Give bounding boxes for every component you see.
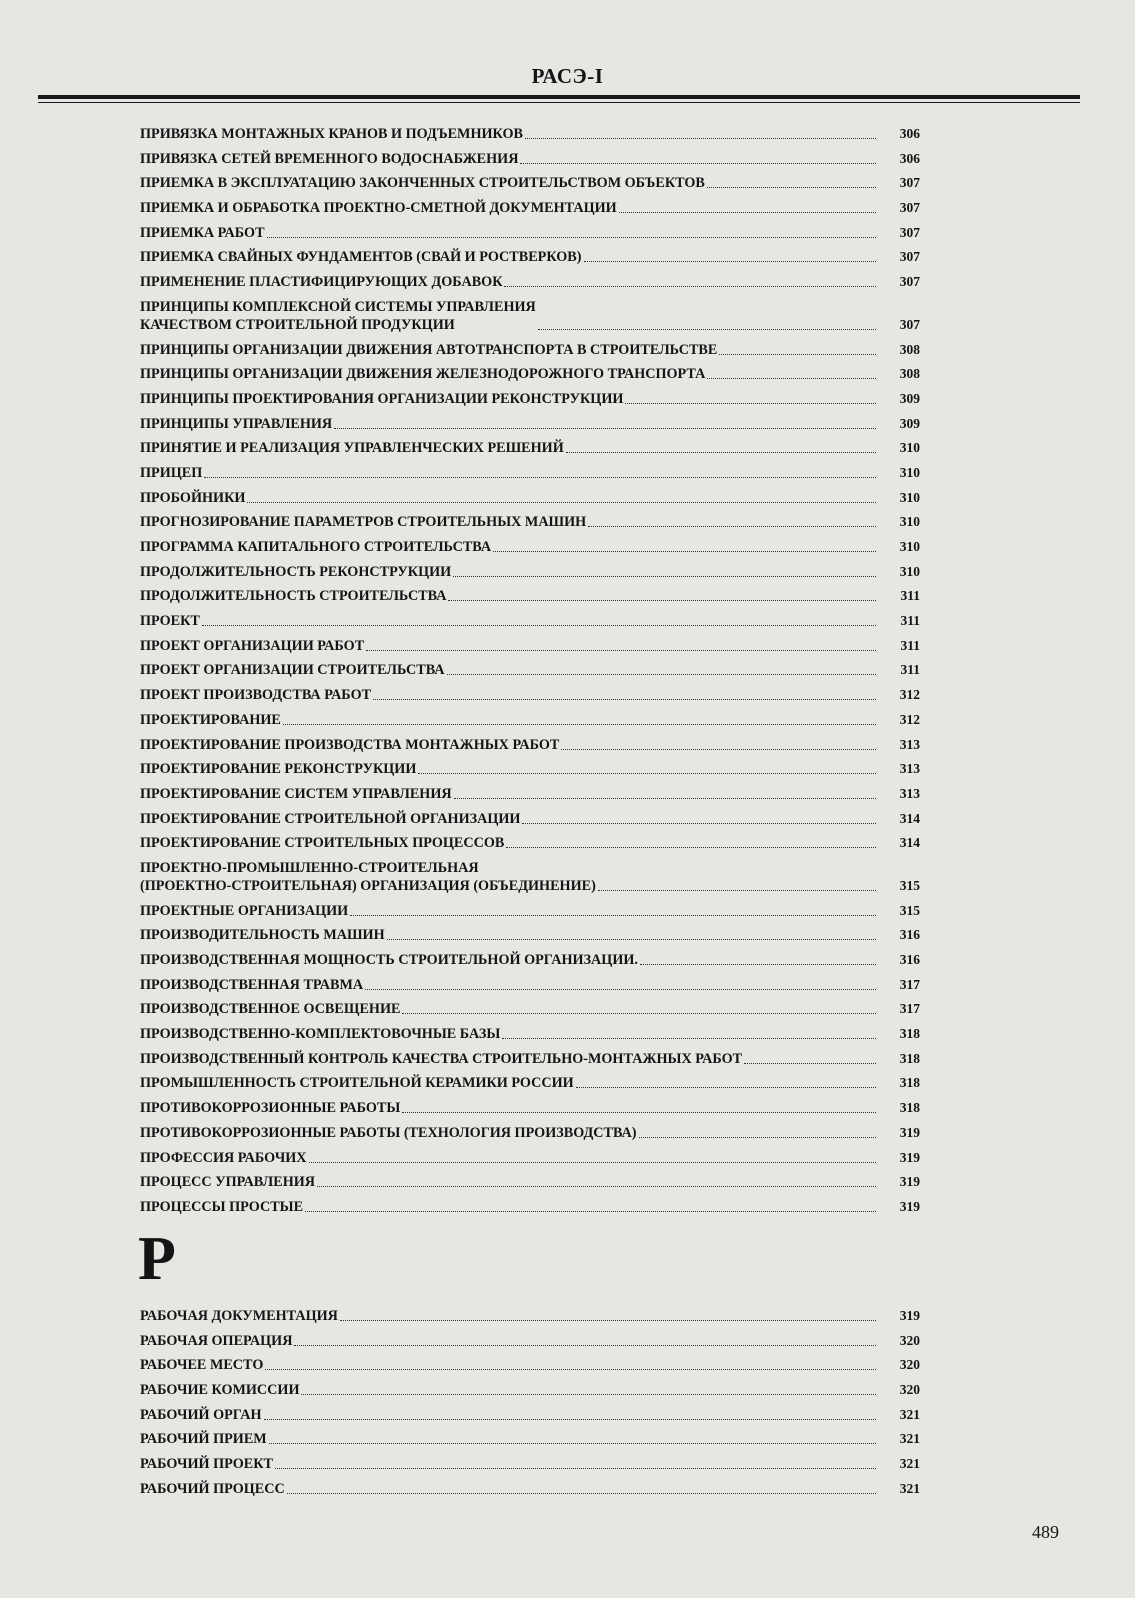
dot-leader	[566, 452, 876, 453]
dot-leader	[287, 1493, 876, 1494]
toc-entry-title: ПРИЦЕП	[140, 464, 203, 481]
dot-leader	[387, 939, 876, 940]
toc-entry-title: РАБОЧИЙ ОРГАН	[140, 1406, 262, 1423]
toc-entry	[140, 902, 920, 920]
toc-entry-page: 319	[899, 1308, 920, 1323]
running-header-title: РАСЭ-I	[531, 64, 604, 88]
toc-entry-page: 307	[899, 175, 920, 191]
dot-leader	[506, 847, 876, 848]
toc-entry-page: 319	[899, 1124, 920, 1140]
toc-entry	[140, 1430, 920, 1448]
toc-entry	[140, 926, 920, 944]
toc-entry-page: 307	[899, 316, 920, 332]
toc-entry	[140, 1124, 920, 1142]
toc-entry	[140, 150, 920, 168]
dot-leader	[317, 1186, 876, 1187]
toc-entry	[140, 1307, 920, 1325]
toc-entry	[140, 174, 920, 192]
toc-entry-title: ПРИНЯТИЕ И РЕАЛИЗАЦИЯ УПРАВЛЕНЧЕСКИХ РЕШЕНИЙ	[140, 440, 564, 457]
toc-entry-page: 317	[899, 976, 920, 992]
page-number: 489	[1032, 1522, 1059, 1542]
dot-leader	[350, 915, 876, 916]
dot-leader	[538, 329, 876, 330]
dot-leader	[619, 212, 876, 213]
toc-entry-page: 319	[899, 1174, 920, 1190]
toc-entry-title: РАБОЧАЯ ОПЕРАЦИЯ	[140, 1332, 293, 1349]
toc-entry	[140, 1381, 920, 1399]
toc-entry-title: РАБОЧИЙ ПРОЦЕСС	[140, 1480, 285, 1497]
dot-leader	[707, 378, 876, 379]
toc-entry-page: 320	[899, 1332, 920, 1348]
toc-entry-page: 314	[899, 810, 920, 826]
toc-list-bottom	[140, 1307, 920, 1505]
toc-entry	[140, 587, 920, 605]
header-rule-thick	[38, 95, 1080, 99]
toc-entry	[140, 686, 920, 704]
toc-entry	[140, 489, 920, 507]
toc-entry-page: 318	[899, 1100, 920, 1116]
toc-entry-title: ПРОТИВОКОРРОЗИОННЫЕ РАБОТЫ	[140, 1100, 401, 1117]
toc-entry	[140, 1332, 920, 1350]
toc-entry-page: 318	[899, 1075, 920, 1091]
toc-entry-page: 312	[899, 687, 920, 703]
dot-leader	[265, 1369, 876, 1370]
dot-leader	[402, 1013, 876, 1014]
toc-entry-page: 310	[899, 464, 920, 480]
toc-entry	[140, 1149, 920, 1167]
dot-leader	[453, 576, 876, 577]
toc-entry-page: 321	[899, 1406, 920, 1422]
toc-entry-page: 308	[899, 366, 920, 382]
toc-entry-page: 311	[900, 588, 920, 604]
toc-entry	[140, 365, 920, 383]
toc-entry-page: 318	[899, 1026, 920, 1042]
toc-entry	[140, 785, 920, 803]
dot-leader	[305, 1211, 876, 1212]
toc-entry-title: ПРОБОЙНИКИ	[140, 489, 246, 506]
dot-leader	[502, 1038, 876, 1039]
toc-entry-page: 311	[900, 637, 920, 653]
toc-entry-title: РАБОЧАЯ ДОКУМЕНТАЦИЯ	[140, 1308, 338, 1324]
toc-entry-page: 307	[899, 200, 920, 216]
dot-leader	[744, 1063, 876, 1064]
toc-entry-page: 307	[899, 224, 920, 240]
dot-leader	[639, 1137, 876, 1138]
toc-entry-title: ПРИНЦИПЫ УПРАВЛЕНИЯ	[140, 415, 333, 432]
toc-entry-title: ПРОГНОЗИРОВАНИЕ ПАРАМЕТРОВ СТРОИТЕЛЬНЫХ МАШИН	[140, 514, 587, 531]
toc-entry-page: 321	[899, 1456, 920, 1472]
toc-entry-title: ПРОЕКТНЫЕ ОРГАНИЗАЦИИ	[140, 902, 349, 919]
toc-entry-title: ПРОЕКТ	[140, 613, 200, 630]
toc-entry-page: 320	[899, 1357, 920, 1373]
toc-entry	[140, 760, 920, 778]
toc-entry-page: 318	[899, 1050, 920, 1066]
toc-entry-title: ПРОЕКТНО-ПРОМЫШЛЕННО-СТРОИТЕЛЬНАЯ (ПРОЕКТНО-СТРОИТЕЛЬНАЯ) ОРГАНИЗАЦИЯ (ОБЪЕДИНЕНИЕ)	[140, 859, 596, 894]
toc-entry	[140, 439, 920, 457]
toc-entry	[140, 1074, 920, 1092]
dot-leader	[402, 1112, 876, 1113]
toc-entry-title: ПРИЕМКА СВАЙНЫХ ФУНДАМЕНТОВ (СВАЙ И РОСТВЕРКОВ)	[140, 249, 582, 266]
dot-leader	[504, 286, 876, 287]
toc-list-top	[140, 125, 920, 1223]
toc-entry-page: 309	[899, 415, 920, 431]
toc-entry	[140, 1000, 920, 1018]
toc-entry-page: 319	[899, 1149, 920, 1165]
toc-entry-page: 310	[899, 563, 920, 579]
toc-entry-page: 316	[899, 927, 920, 943]
toc-entry-page: 313	[899, 736, 920, 752]
toc-entry-title: ПРОДОЛЖИТЕЛЬНОСТЬ СТРОИТЕЛЬСТВА	[140, 588, 447, 605]
dot-leader	[373, 699, 876, 700]
toc-entry-title: ПРОГРАММА КАПИТАЛЬНОГО СТРОИТЕЛЬСТВА	[140, 539, 492, 555]
toc-entry-title: ПРИНЦИПЫ КОМПЛЕКСНОЙ СИСТЕМЫ УПРАВЛЕНИЯ КАЧЕСТВОМ СТРОИТЕЛЬНОЙ ПРОДУКЦИИ	[140, 298, 536, 333]
toc-entry-title: ПРОИЗВОДСТВЕННО-КОМПЛЕКТОВОЧНЫЕ БАЗЫ	[140, 1026, 501, 1043]
dot-leader	[418, 773, 876, 774]
dot-leader	[283, 724, 876, 725]
toc-entry-title: ПРОЕКТ ОРГАНИЗАЦИИ РАБОТ	[140, 637, 365, 654]
toc-entry	[140, 637, 920, 655]
toc-entry	[140, 1198, 920, 1216]
toc-entry-title: ПРОЕКТИРОВАНИЕ СТРОИТЕЛЬНОЙ ОРГАНИЗАЦИИ	[140, 810, 521, 827]
dot-leader	[275, 1468, 876, 1469]
toc-entry	[140, 951, 920, 969]
dot-leader	[640, 964, 876, 965]
toc-entry-page: 310	[899, 440, 920, 456]
toc-entry-title: ПРОЕКТИРОВАНИЕ РЕКОНСТРУКЦИИ	[140, 761, 417, 778]
toc-entry-title: ПРОЦЕСС УПРАВЛЕНИЯ	[140, 1174, 316, 1191]
toc-entry-page: 310	[899, 489, 920, 505]
toc-entry	[140, 125, 920, 143]
dot-leader	[204, 477, 876, 478]
toc-entry-page: 321	[899, 1431, 920, 1447]
dot-leader	[625, 403, 876, 404]
toc-entry	[140, 513, 920, 531]
toc-entry-title: РАБОЧИЙ ПРИЕМ	[140, 1431, 267, 1448]
toc-entry	[140, 1356, 920, 1374]
toc-entry-page: 316	[899, 952, 920, 967]
dot-leader	[202, 625, 876, 626]
toc-entry-title: ПРОИЗВОДСТВЕННАЯ МОЩНОСТЬ СТРОИТЕЛЬНОЙ ОРГАНИЗАЦИИ.	[140, 952, 638, 968]
toc-entry-page: 321	[899, 1480, 920, 1496]
toc-entry	[140, 563, 920, 581]
dot-leader	[340, 1320, 876, 1321]
toc-entry	[140, 661, 920, 679]
dot-leader	[719, 354, 876, 355]
toc-entry-title: ПРОТИВОКОРРОЗИОННЫЕ РАБОТЫ (ТЕХНОЛОГИЯ ПРОИЗВОДСТВА)	[140, 1124, 637, 1141]
toc-entry-page: 317	[899, 1001, 920, 1017]
toc-entry-page: 315	[899, 877, 920, 893]
dot-leader	[520, 163, 876, 164]
toc-entry-title: ПРОЕКТ ОРГАНИЗАЦИИ СТРОИТЕЛЬСТВА	[140, 662, 445, 679]
dot-leader	[707, 187, 876, 188]
toc-entry	[140, 1099, 920, 1117]
toc-entry-title: ПРОИЗВОДСТВЕННЫЙ КОНТРОЛЬ КАЧЕСТВА СТРОИТЕЛЬНО-МОНТАЖНЫХ РАБОТ	[140, 1050, 743, 1067]
toc-entry	[140, 976, 920, 994]
toc-entry	[140, 224, 920, 242]
toc-entry	[140, 415, 920, 433]
toc-entry-title: ПРИНЦИПЫ ОРГАНИЗАЦИИ ДВИЖЕНИЯ АВТОТРАНСПОРТА В СТРОИТЕЛЬСТВЕ	[140, 341, 718, 358]
dot-leader	[598, 890, 876, 891]
toc-entry-title: ПРОИЗВОДИТЕЛЬНОСТЬ МАШИН	[140, 927, 385, 944]
toc-entry-title: ПРИЕМКА И ОБРАБОТКА ПРОЕКТНО-СМЕТНОЙ ДОКУМЕНТАЦИИ	[140, 200, 617, 217]
toc-entry-page: 310	[899, 514, 920, 530]
toc-entry-page: 307	[899, 249, 920, 265]
toc-entry	[140, 1455, 920, 1473]
toc-entry	[140, 1050, 920, 1068]
toc-entry-page: 309	[899, 390, 920, 406]
toc-entry-title: ПРОДОЛЖИТЕЛЬНОСТЬ РЕКОНСТРУКЦИИ	[140, 563, 452, 580]
dot-leader	[522, 823, 876, 824]
toc-entry-page: 314	[899, 835, 920, 851]
dot-leader	[267, 237, 876, 238]
dot-leader	[454, 798, 876, 799]
toc-entry	[140, 736, 920, 754]
toc-entry-title: ПРИМЕНЕНИЕ ПЛАСТИФИЦИРУЮЩИХ ДОБАВОК	[140, 274, 503, 291]
dot-leader	[334, 428, 876, 429]
dot-leader	[247, 502, 876, 503]
dot-leader	[588, 526, 876, 527]
toc-entry	[140, 1025, 920, 1043]
toc-entry-page: 306	[899, 150, 920, 166]
dot-leader	[584, 261, 877, 262]
dot-leader	[301, 1394, 876, 1395]
toc-entry	[140, 612, 920, 630]
toc-entry-title: ПРОЕКТ ПРОИЗВОДСТВА РАБОТ	[140, 687, 372, 704]
toc-entry-page: 319	[899, 1198, 920, 1214]
toc-entry-title: ПРОМЫШЛЕННОСТЬ СТРОИТЕЛЬНОЙ КЕРАМИКИ РОССИИ	[140, 1075, 574, 1092]
toc-entry-title: РАБОЧЕЕ МЕСТО	[140, 1357, 264, 1374]
dot-leader	[269, 1443, 876, 1444]
toc-entry	[140, 273, 920, 291]
toc-entry-page: 311	[900, 662, 920, 678]
toc-entry-title: РАБОЧИЕ КОМИССИИ	[140, 1382, 300, 1399]
toc-entry-title: ПРОИЗВОДСТВЕННАЯ ТРАВМА	[140, 976, 364, 993]
toc-entry	[140, 464, 920, 482]
toc-entry	[140, 1480, 920, 1498]
section-letter: Р	[138, 1225, 176, 1293]
toc-entry	[140, 1173, 920, 1191]
toc-entry-title: ПРИНЦИПЫ ПРОЕКТИРОВАНИЯ ОРГАНИЗАЦИИ РЕКОНСТРУКЦИИ	[140, 390, 624, 407]
toc-entry-title: ПРОИЗВОДСТВЕННОЕ ОСВЕЩЕНИЕ	[140, 1001, 401, 1018]
toc-entry-title: ПРИВЯЗКА СЕТЕЙ ВРЕМЕННОГО ВОДОСНАБЖЕНИЯ	[140, 150, 519, 167]
dot-leader	[447, 674, 876, 675]
toc-entry-page: 313	[899, 761, 920, 777]
dot-leader	[264, 1419, 876, 1420]
dot-leader	[294, 1345, 876, 1346]
dot-leader	[309, 1162, 876, 1163]
toc-entry-title: ПРОЕКТИРОВАНИЕ	[140, 711, 281, 728]
dot-leader	[448, 600, 876, 601]
toc-entry-title: ПРИНЦИПЫ ОРГАНИЗАЦИИ ДВИЖЕНИЯ ЖЕЛЕЗНОДОРОЖНОГО ТРАНСПОРТА	[140, 366, 706, 383]
toc-entry	[140, 859, 920, 895]
dot-leader	[576, 1087, 876, 1088]
dot-leader	[365, 989, 876, 990]
dot-leader	[561, 749, 876, 750]
toc-entry-title: ПРОЕКТИРОВАНИЕ СИСТЕМ УПРАВЛЕНИЯ	[140, 785, 452, 802]
toc-entry-page: 312	[899, 711, 920, 727]
toc-entry	[140, 248, 920, 266]
toc-entry-page: 311	[900, 613, 920, 629]
toc-entry	[140, 810, 920, 828]
toc-entry-title: ПРОЦЕССЫ ПРОСТЫЕ	[140, 1198, 304, 1215]
toc-entry-page: 307	[899, 274, 920, 290]
dot-leader	[366, 650, 876, 651]
toc-entry	[140, 711, 920, 729]
toc-entry-page: 310	[899, 539, 920, 554]
toc-entry-page: 306	[899, 126, 920, 141]
toc-entry	[140, 1406, 920, 1424]
toc-entry-page: 320	[899, 1382, 920, 1398]
toc-entry	[140, 834, 920, 852]
toc-entry	[140, 538, 920, 556]
toc-entry-page: 315	[899, 902, 920, 918]
toc-entry	[140, 199, 920, 217]
toc-entry-title: ПРОЕКТИРОВАНИЕ СТРОИТЕЛЬНЫХ ПРОЦЕССОВ	[140, 835, 505, 852]
header-rule-thin	[38, 102, 1080, 103]
toc-entry-page: 313	[899, 785, 920, 801]
toc-entry-title: ПРИЕМКА В ЭКСПЛУАТАЦИЮ ЗАКОНЧЕННЫХ СТРОИТЕЛЬСТВОМ ОБЪЕКТОВ	[140, 175, 705, 192]
toc-entry	[140, 298, 920, 334]
toc-entry	[140, 390, 920, 408]
dot-leader	[525, 138, 876, 139]
dot-leader	[493, 551, 876, 552]
toc-entry-title: ПРИВЯЗКА МОНТАЖНЫХ КРАНОВ И ПОДЪЕМНИКОВ	[140, 126, 523, 142]
toc-entry-page: 308	[899, 341, 920, 357]
toc-entry-title: ПРОФЕССИЯ РАБОЧИХ	[140, 1149, 307, 1166]
toc-entry	[140, 341, 920, 359]
toc-entry-title: ПРИЕМКА РАБОТ	[140, 224, 265, 241]
toc-entry-title: РАБОЧИЙ ПРОЕКТ	[140, 1456, 273, 1473]
toc-entry-title: ПРОЕКТИРОВАНИЕ ПРОИЗВОДСТВА МОНТАЖНЫХ РАБОТ	[140, 736, 560, 753]
